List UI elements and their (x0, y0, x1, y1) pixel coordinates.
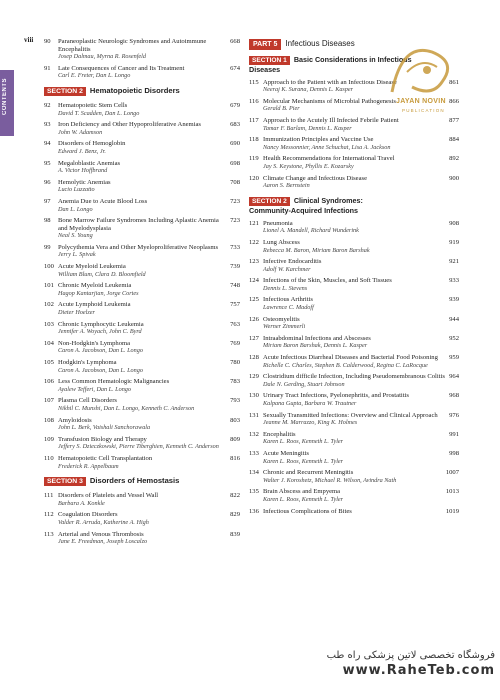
toc-entry (249, 316, 459, 331)
chapter-title-line (58, 359, 240, 367)
chapter-authors: Dennis L. Stevens (263, 284, 308, 292)
chapter-title-line (263, 220, 459, 228)
chapter-number: 129 (249, 373, 259, 381)
chapter-page: 816 (230, 454, 240, 462)
chapter-title: Encephalitis (263, 430, 296, 438)
chapter-number: 126 (249, 315, 259, 323)
chapter-number: 112 (44, 511, 54, 519)
section-label: SECTION 1 (249, 56, 290, 65)
chapter-number: 93 (44, 121, 51, 129)
chapter-title-line (263, 117, 459, 125)
chapter-number: 100 (44, 263, 54, 271)
toc-entry (44, 301, 240, 316)
chapter-title-line (263, 155, 459, 163)
chapter-page: 748 (230, 282, 240, 290)
chapter-number: 125 (249, 296, 259, 304)
chapter-number: 92 (44, 101, 51, 109)
section-name: Hematopoietic Disorders (89, 85, 180, 95)
toc-entry (44, 160, 240, 175)
chapter-number: 111 (44, 492, 54, 500)
chapter-title: Acute Lymphoid Leukemia (58, 301, 131, 309)
toc-entry (44, 455, 240, 470)
chapter-page: 793 (230, 397, 240, 405)
toc-entry (44, 121, 240, 136)
section-label: SECTION 2 (249, 197, 290, 206)
chapter-number: 135 (249, 488, 259, 496)
chapter-authors: Dale N. Gerding, Stuart Johnson (263, 380, 345, 388)
part-label: PART 5 (249, 39, 281, 50)
left-top-entries (44, 38, 240, 80)
chapter-number: 136 (249, 507, 259, 515)
toc-entry (44, 397, 240, 412)
chapter-authors: Gerald B. Pier (263, 105, 300, 113)
chapter-page: 952 (449, 334, 459, 342)
chapter-page: 1013 (445, 488, 459, 496)
chapter-authors: Aaron S. Bernstein (263, 182, 310, 190)
chapter-number: 103 (44, 320, 54, 328)
chapter-title: Chronic and Recurrent Meningitis (263, 469, 354, 477)
chapter-title-line (263, 316, 459, 324)
section-label: SECTION 3 (44, 477, 86, 486)
watermark-url: www.RaheTeb.com (342, 663, 495, 678)
chapter-title-line (58, 492, 240, 500)
chapter-title: Plasma Cell Disorders (58, 397, 117, 405)
chapter-page: 959 (449, 354, 459, 362)
chapter-title: Clostridium difficile Infection, Including Pseudomembranous Colitis (263, 373, 445, 381)
chapter-authors: Karen L. Roos, Kenneth L. Tyler (263, 438, 344, 446)
chapter-authors: Tamar F. Barlam, Dennis L. Kasper (263, 124, 352, 132)
section-name: Clinical Syndromes: (293, 195, 363, 205)
chapter-authors: Jennifer A. Woyach, John C. Byrd (58, 328, 142, 336)
toc-entry (249, 117, 459, 132)
chapter-page: 769 (230, 339, 240, 347)
chapter-title: Urinary Tract Infections, Pyelonephritis, and Prostatitis (263, 392, 409, 400)
chapter-title: Approach to the Patient with an Infectious Disease (263, 78, 397, 86)
contents-side-tab (0, 70, 14, 136)
chapter-number: 121 (249, 219, 259, 227)
toc-entry (44, 436, 240, 451)
chapter-title-line (58, 179, 240, 187)
chapter-title-line (58, 531, 240, 539)
toc-entry (249, 155, 459, 170)
chapter-title-line (263, 431, 459, 439)
chapter-authors: Walter J. Koroshetz, Michael R. Wilson, Avindra Nath (263, 476, 397, 484)
chapter-page: 783 (230, 378, 240, 386)
chapter-title-line (58, 378, 240, 386)
chapter-authors: Caron A. Jacobson, Dan L. Longo (58, 366, 143, 374)
chapter-title: Chronic Lymphocytic Leukemia (58, 320, 144, 328)
chapter-title: Infective Endocarditis (263, 258, 322, 266)
chapter-authors: Rebecca M. Baron, Miriam Baron Barshak (263, 246, 370, 254)
chapter-authors: Kalpana Gupta, Barbara W. Trautner (263, 400, 357, 407)
chapter-page: 829 (230, 511, 240, 519)
chapter-page: 964 (449, 373, 459, 381)
chapter-authors: Neal S. Young (58, 232, 93, 240)
toc-entry (44, 359, 240, 374)
toc-entry (44, 102, 240, 117)
chapter-title: Hemolytic Anemias (58, 178, 111, 186)
chapter-authors: Jane E. Freedman, Joseph Loscalzo (58, 538, 148, 546)
chapter-page: 679 (230, 101, 240, 109)
chapter-authors: Karen L. Roos, Kenneth L. Tyler (263, 495, 344, 503)
chapter-title: Acute Infectious Diarrheal Diseases and Bacterial Food Poisoning (263, 354, 438, 362)
chapter-number: 105 (44, 359, 54, 366)
chapter-title: Bone Marrow Failure Syndromes Including Aplastic Anemia and Myelodysplasia (58, 217, 219, 232)
chapter-title: Arterial and Venous Thrombosis (58, 530, 144, 538)
chapter-authors: Frederick R. Appelbaum (58, 462, 119, 470)
toc-entry (249, 335, 459, 350)
chapter-number: 95 (44, 159, 51, 167)
chapter-number: 116 (249, 97, 259, 105)
chapter-page: 822 (230, 492, 240, 500)
chapter-title: Infections of the Skin, Muscles, and Soft Tissues (263, 277, 392, 285)
chapter-authors: Adolf W. Karchmer (263, 265, 311, 273)
chapter-title-line (58, 160, 240, 168)
part-name: Infectious Diseases (285, 39, 355, 48)
chapter-page: 668 (230, 38, 240, 45)
chapter-authors: Edward J. Benz, Jr. (58, 147, 106, 155)
chapter-page: 944 (449, 315, 459, 323)
chapter-page: 1019 (445, 507, 459, 515)
hemostasis-entries (44, 492, 240, 546)
chapter-authors: Barbara A. Konkle (58, 499, 105, 507)
toc-entry (44, 65, 240, 80)
chapter-number: 113 (44, 530, 54, 538)
chapter-title-line (263, 175, 459, 183)
chapter-page: 723 (230, 217, 240, 225)
toc-entry (44, 378, 240, 393)
chapter-title: Less Common Hematologic Malignancies (58, 378, 170, 386)
chapter-authors: A. Victor Hoffbrand (58, 167, 108, 175)
chapter-title-line (58, 121, 240, 129)
toc-entry (249, 450, 459, 465)
toc-entry (249, 508, 459, 516)
chapter-number: 97 (44, 197, 51, 205)
toc-entry (44, 140, 240, 155)
watermark-persian-text: فروشگاه تخصصی لاتین پزشکی راه طب (326, 650, 495, 661)
chapter-number: 99 (44, 243, 51, 251)
toc-entry (44, 511, 240, 526)
chapter-number: 94 (44, 140, 51, 148)
chapter-title: Hodgkin's Lymphoma (58, 359, 117, 366)
chapter-authors: Lucio Luzzatto (58, 186, 95, 194)
section-label: SECTION 2 (44, 87, 86, 96)
toc-entry (249, 488, 459, 503)
chapter-title: Infectious Complications of Bites (263, 507, 352, 515)
chapter-authors: Josep Dalmau, Myrna R. Rosenfeld (58, 53, 146, 61)
chapter-authors: David T. Scadden, Dan L. Longo (58, 109, 140, 117)
chapter-page: 919 (449, 238, 459, 246)
chapter-title: Chronic Myeloid Leukemia (58, 282, 132, 290)
chapter-authors: Dan L. Longo (58, 205, 93, 213)
chapter-number: 118 (249, 136, 259, 144)
chapter-number: 101 (44, 282, 54, 290)
chapter-number: 107 (44, 397, 54, 405)
toc-entry (249, 296, 459, 311)
chapter-title: Intraabdominal Infections and Abscesses (263, 334, 371, 342)
chapter-number: 119 (249, 155, 259, 163)
chapter-title-line (263, 335, 459, 343)
chapter-title-line (58, 511, 240, 519)
toc-entry (44, 38, 240, 61)
chapter-page: 839 (230, 530, 240, 538)
chapter-page: 690 (230, 140, 240, 148)
chapter-title: Infectious Arthritis (263, 296, 313, 304)
chapter-title: Sexually Transmitted Infections: Overview and Clinical Approach (263, 411, 438, 419)
chapter-authors: Hagop Kantarjian, Jorge Cortes (58, 289, 139, 297)
chapter-title: Osteomyelitis (263, 315, 300, 323)
chapter-page: 1007 (445, 469, 459, 477)
chapter-title-line (263, 277, 459, 285)
chapter-authors: Richelle C. Charles, Stephen B. Calderwood, Regina C. LaRocque (263, 361, 428, 369)
chapter-title: Lung Abscess (263, 238, 300, 246)
toc-entry (249, 354, 459, 369)
toc-entry (44, 340, 240, 355)
chapter-title: Acute Meningitis (263, 449, 309, 457)
chapter-number: 98 (44, 217, 51, 225)
chapter-title-line (58, 282, 240, 290)
page-number: viii (24, 36, 34, 44)
chapter-title-line (58, 65, 240, 73)
chapter-authors: John W. Adamson (58, 128, 103, 136)
chapter-title-line (263, 239, 459, 247)
chapter-number: 102 (44, 301, 54, 309)
chapter-number: 109 (44, 435, 54, 443)
chapter-number: 133 (249, 449, 259, 457)
chapter-title-line (58, 397, 240, 405)
chapter-authors: John L. Berk, Vaishali Sanchorawala (58, 424, 151, 432)
chapter-title: Polycythemia Vera and Other Myeloproliferative Neoplasms (58, 243, 219, 251)
toc-entry (249, 277, 459, 292)
chapter-page: 861 (449, 78, 459, 86)
toc-entry (44, 179, 240, 194)
chapter-title-line (58, 244, 240, 252)
chapter-title: Disorders of Platelets and Vessel Wall (58, 492, 159, 500)
chapter-title: Amyloidosis (58, 416, 92, 424)
chapter-page: 900 (449, 174, 459, 182)
section-name: Disorders of Hemostasis (89, 476, 180, 486)
chapter-title-line (263, 412, 459, 420)
chapter-number: 128 (249, 354, 259, 362)
chapter-authors: Neeraj K. Surana, Dennis L. Kasper (263, 86, 354, 94)
chapter-title: Brain Abscess and Empyema (263, 488, 341, 496)
chapter-title-line (263, 296, 459, 304)
chapter-number: 110 (44, 454, 54, 462)
toc-entry (44, 217, 240, 240)
toc-entry (44, 244, 240, 259)
chapter-title-line (58, 217, 240, 232)
chapter-number: 104 (44, 339, 54, 347)
chapter-title-line (263, 508, 459, 516)
chapter-page: 976 (449, 411, 459, 419)
chapter-page: 968 (449, 392, 459, 400)
chapter-page: 739 (230, 263, 240, 271)
chapter-page: 698 (230, 159, 240, 167)
chapter-authors: Lionel A. Mandell, Richard Wunderink (263, 227, 359, 235)
chapter-title: Paraneoplastic Neurologic Syndromes and Autoimmune Encephalitis (58, 38, 207, 53)
chapter-title-line (58, 417, 240, 425)
chapter-title: Non-Hodgkin's Lymphoma (58, 339, 131, 347)
chapter-page: 757 (230, 301, 240, 309)
chapter-title-line (263, 258, 459, 266)
toc-entry (44, 198, 240, 213)
chapter-authors: Werner Zimmerli (263, 323, 306, 331)
chapter-authors: William Blum, Clara D. Bloomfield (58, 270, 146, 278)
chapter-title-line (58, 301, 240, 309)
chapter-page: 708 (230, 178, 240, 186)
chapter-title-line (263, 450, 459, 458)
chapter-title-line (58, 38, 240, 53)
toc-entry (249, 373, 459, 388)
chapter-title: Iron Deficiency and Other Hypoproliferative Anemias (58, 121, 201, 129)
watermark-sub: PUBLICATION (402, 108, 445, 113)
chapter-authors: Nikhil C. Munshi, Dan L. Longo, Kenneth C. Anderson (58, 404, 195, 412)
chapter-number: 115 (249, 78, 259, 86)
chapter-title-line (263, 136, 459, 144)
toc-entry (249, 175, 459, 190)
toc-entry (249, 136, 459, 151)
chapter-number: 90 (44, 38, 51, 45)
chapter-number: 124 (249, 277, 259, 285)
chapter-page: 933 (449, 277, 459, 285)
chapter-page: 723 (230, 197, 240, 205)
chapter-number: 134 (249, 469, 259, 477)
chapter-title-line (263, 469, 459, 477)
chapter-title: Hematopoietic Stem Cells (58, 101, 128, 109)
chapter-title: Approach to the Acutely Ill Infected Febrile Patient (263, 116, 399, 124)
chapter-page: 892 (449, 155, 459, 163)
chapter-number: 120 (249, 174, 259, 182)
chapter-title-line (58, 140, 240, 148)
chapter-title-line (263, 373, 459, 381)
toc-entry (44, 492, 240, 507)
chapter-authors: Karen L. Roos, Kenneth L. Tyler (263, 457, 344, 465)
toc-entry (249, 412, 459, 427)
chapter-number: 108 (44, 416, 54, 424)
chapter-authors: Jay S. Keystone, Phyllis E. Kozarsky (263, 162, 354, 170)
section-name: Basic Considerations in Infectious (293, 54, 412, 64)
chapter-title: Late Consequences of Cancer and Its Treatment (58, 64, 185, 72)
chapter-title: Hematopoietic Cell Transplantation (58, 454, 153, 462)
chapter-number: 131 (249, 411, 259, 419)
toc-entry (249, 239, 459, 254)
chapter-page: 877 (449, 116, 459, 124)
chapter-authors: Ayalew Tefferi, Dan L. Longo (58, 385, 131, 393)
section-heading-hematopoietic (44, 86, 240, 97)
chapter-title: Anemia Due to Acute Blood Loss (58, 197, 148, 205)
section-name-line2: Diseases (249, 64, 281, 74)
chapter-number: 130 (249, 392, 259, 400)
chapter-page: 939 (449, 296, 459, 304)
chapter-title-line (263, 488, 459, 496)
chapter-page: 803 (230, 416, 240, 424)
chapter-page: 674 (230, 64, 240, 72)
chapter-title-line (58, 102, 240, 110)
chapter-title-line (58, 455, 240, 463)
chapter-page: 921 (449, 258, 459, 266)
hematopoietic-entries (44, 102, 240, 470)
chapter-number: 127 (249, 334, 259, 342)
chapter-title-line (263, 354, 459, 362)
clinical-syndromes-entries (249, 220, 459, 515)
side-tab-label: CONTENTS (2, 78, 8, 115)
chapter-title-line (58, 198, 240, 206)
chapter-title-line (58, 340, 240, 348)
chapter-title: Coagulation Disorders (58, 511, 118, 519)
section-name-line2: Community-Acquired Infections (249, 205, 359, 215)
chapter-authors: Jeanne M. Marrazzo, King K. Holmes (263, 419, 358, 427)
chapter-authors: Carl E. Freter, Dan L. Longo (58, 72, 131, 80)
chapter-title: Disorders of Hemoglobin (58, 140, 126, 148)
chapter-authors: Caron A. Jacobson, Dan L. Longo (58, 347, 143, 355)
chapter-title: Transfusion Biology and Therapy (58, 435, 147, 443)
chapter-page: 908 (449, 219, 459, 227)
toc-entry (44, 417, 240, 432)
toc-entry (44, 531, 240, 546)
toc-entry (44, 282, 240, 297)
chapter-page: 884 (449, 136, 459, 144)
chapter-number: 132 (249, 430, 259, 438)
chapter-number: 96 (44, 178, 51, 186)
toc-entry (44, 321, 240, 336)
chapter-title-line (58, 263, 240, 271)
toc-entry (249, 469, 459, 484)
chapter-authors: Dieter Hoelzer (58, 309, 95, 317)
chapter-page: 998 (449, 449, 459, 457)
chapter-page: 763 (230, 320, 240, 328)
toc-entry (44, 263, 240, 278)
chapter-number: 106 (44, 378, 54, 386)
toc-entry (249, 392, 459, 407)
chapter-authors: Nancy Messonnier, Anne Schuchat, Lisa A. Jackson (263, 143, 391, 151)
chapter-title-line (263, 392, 459, 400)
left-column (44, 38, 240, 550)
chapter-number: 91 (44, 64, 51, 72)
chapter-title: Molecular Mechanisms of Microbial Pathogenesis (263, 97, 396, 105)
section-heading-clinical (249, 196, 459, 215)
chapter-number: 123 (249, 258, 259, 266)
chapter-title: Climate Change and Infectious Disease (263, 174, 368, 182)
watermark-brand: JAYAN NOVIN (396, 98, 446, 105)
chapter-authors: Miriam Baron Barshak, Dennis L. Kasper (263, 342, 368, 350)
chapter-authors: Jeffery S. Dzieczkowski, Pierre Tiberghien, Kenneth C. Anderson (58, 443, 219, 451)
chapter-title: Megaloblastic Anemias (58, 159, 121, 167)
chapter-page: 809 (230, 435, 240, 443)
section-heading-hemostasis (44, 476, 240, 487)
chapter-title-line (58, 436, 240, 444)
chapter-page: 733 (230, 243, 240, 251)
chapter-title: Pneumonia (263, 219, 293, 227)
chapter-title-line (58, 321, 240, 329)
bottom-watermark (290, 650, 495, 678)
toc-entry (249, 258, 459, 273)
chapter-page: 991 (449, 430, 459, 438)
chapter-title: Health Recommendations for International Travel (263, 155, 395, 163)
chapter-authors: Jerry L. Spivak (58, 251, 96, 259)
chapter-title: Acute Myeloid Leukemia (58, 263, 126, 271)
chapter-page: 780 (230, 359, 240, 366)
chapter-page: 683 (230, 121, 240, 129)
toc-entry (249, 220, 459, 235)
chapter-authors: Valder R. Arruda, Katherine A. High (58, 518, 149, 526)
chapter-number: 122 (249, 238, 259, 246)
chapter-authors: Lawrence C. Madoff (263, 304, 314, 312)
chapter-page: 866 (449, 97, 459, 105)
chapter-title: Immunization Principles and Vaccine Use (263, 136, 374, 144)
chapter-number: 117 (249, 116, 259, 124)
toc-entry (249, 431, 459, 446)
